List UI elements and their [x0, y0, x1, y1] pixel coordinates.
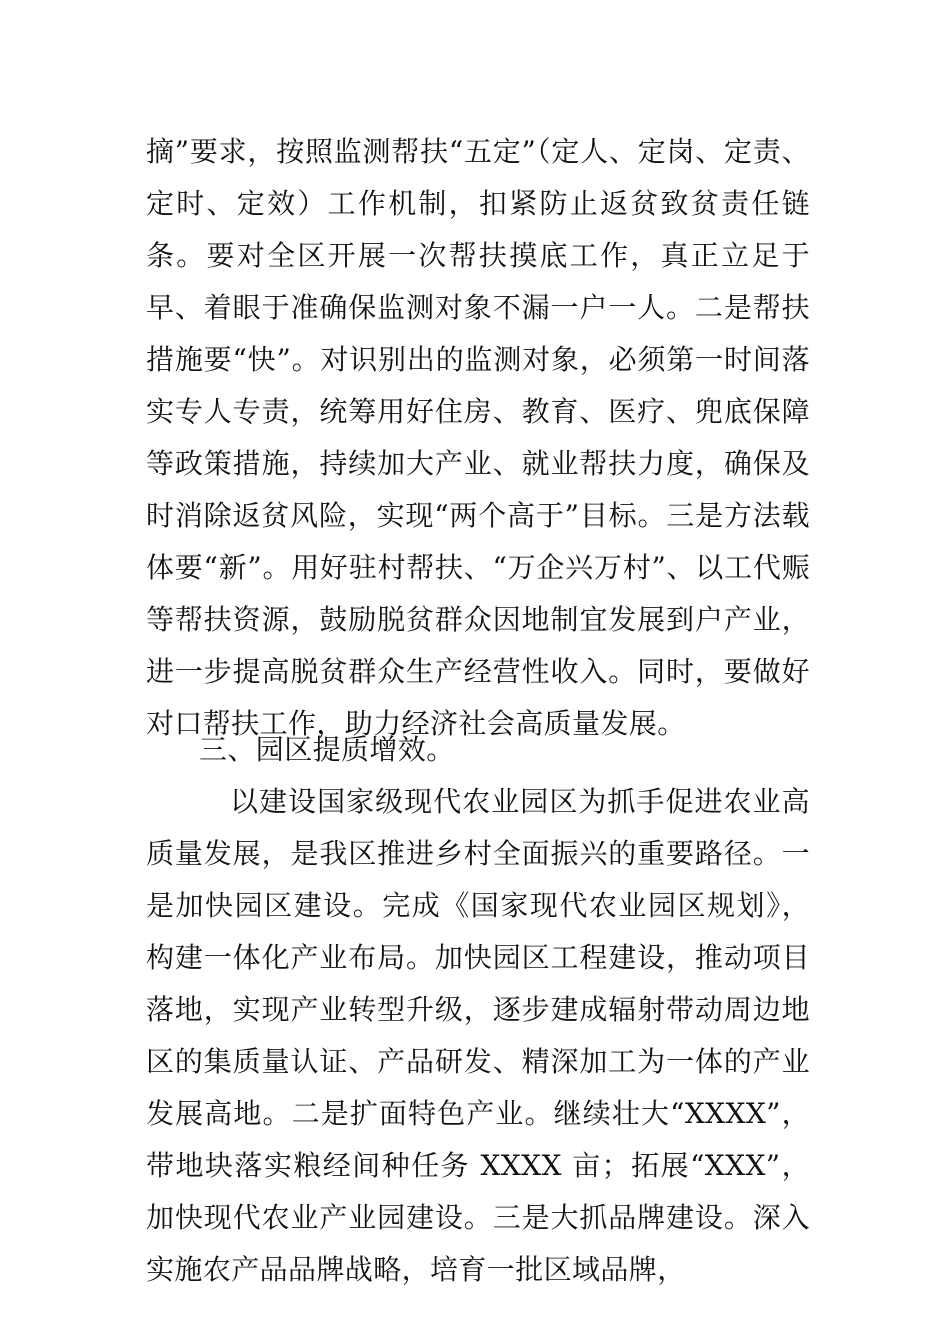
section-heading: 三、园区提质增效。 [199, 733, 455, 766]
body-paragraph [146, 776, 810, 1296]
paragraph-text: 以建设国家级现代农业园区为抓手促进农业高质量发展，是我区推进乡村全面振兴的重要路径。一是加快园区建设。完成《国家现代农业园区规划》，构建一体化产业布局。加快园区工程建设，推动项目落地，实现产业转型升级，逐步建成辐射带动周边地区的集质量认证、产品研发、精深加工为一体的产业发展高地。二是扩面特色产业。继续壮大“XXXX”，带地块落实粮经间种任务 XXXX 亩；拓展“XXX”，加快现代农业产业园建设。三是大抓品牌建设。深入实施农产品品牌战略，培育一批区域品牌， [146, 785, 810, 1286]
paragraph-text: 摘”要求，按照监测帮扶“五定”（定人、定岗、定责、定时、定效）工作机制，扣紧防止返贫致贫责任链条。要对全区开展一次帮扶摸底工作，真正立足于早、着眼于准确保监测对象不漏一户一人。二是帮扶措施要“快”。对识别出的监测对象，必须第一时间落实专人专责，统筹用好住房、教育、医疗、兜底保障等政策措施，持续加大产业、就业帮扶力度，确保及时消除返贫风险，实现“两个高于”目标。三是方法载体要“新”。用好驻村帮扶、“万企兴万村”、以工代赈等帮扶资源，鼓励脱贫群众因地制宜发展到户产业，进一步提高脱贫群众生产经营性收入。同时，要做好对口帮扶工作，助力经济社会高质量发展。 [146, 135, 810, 740]
body-paragraph-continued [146, 126, 810, 750]
